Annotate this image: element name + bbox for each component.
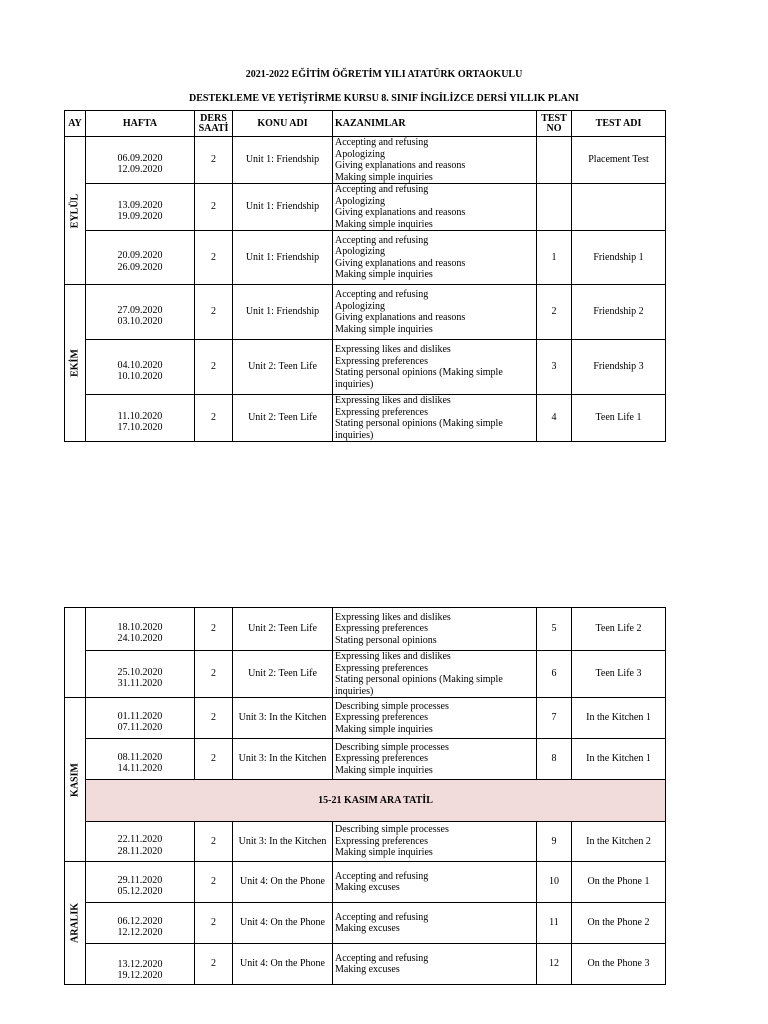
table-row <box>65 739 666 780</box>
lesson-hours-cell: 2 <box>195 184 233 231</box>
test-name-cell: On the Phone 2 <box>572 903 666 944</box>
outcome-item: Expressing preferences <box>335 753 429 765</box>
topic-cell: Unit 1: Friendship <box>233 184 333 231</box>
outcome-item: Describing simple processes <box>335 741 449 753</box>
table-row <box>65 862 666 903</box>
outcome-item: Accepting and refusing <box>335 137 429 148</box>
outcomes-cell <box>333 395 537 442</box>
lesson-hours-cell: 2 <box>195 651 233 698</box>
table-row <box>65 184 666 231</box>
test-name-cell: In the Kitchen 1 <box>572 698 666 739</box>
table-row <box>65 231 666 285</box>
topic-cell: Unit 4: On the Phone <box>233 903 333 944</box>
week-end-date: 17.10.2020 <box>117 422 163 433</box>
test-name-cell: Friendship 1 <box>572 231 666 285</box>
week-start-date: 08.11.2020 <box>117 751 163 763</box>
test-no-cell: 2 <box>537 285 572 340</box>
week-start-date: 13.12.2020 <box>117 958 163 970</box>
week-end-date: 19.09.2020 <box>117 211 163 222</box>
lesson-hours-cell: 2 <box>195 698 233 739</box>
outcome-item: Making simple inquiries <box>335 847 433 859</box>
week-start-date: 06.12.2020 <box>117 915 163 927</box>
week-end-date: 24.10.2020 <box>117 633 163 644</box>
outcome-item: Making excuses <box>335 923 400 934</box>
topic-cell: Unit 3: In the Kitchen <box>233 739 333 780</box>
outcome-item: Making simple inquiries <box>335 269 433 280</box>
lesson-hours-cell: 2 <box>195 231 233 285</box>
week-cell <box>86 822 195 862</box>
outcome-item: Accepting and refusing <box>335 911 429 923</box>
topic-cell: Unit 2: Teen Life <box>233 340 333 395</box>
month-ekim-continued <box>65 608 86 698</box>
month-aralik: ARALIK <box>65 862 86 985</box>
outcomes-cell <box>333 903 537 944</box>
outcome-item: Making simple inquiries <box>335 323 433 335</box>
lesson-hours-cell: 2 <box>195 944 233 985</box>
topic-cell: Unit 4: On the Phone <box>233 944 333 985</box>
lesson-hours-cell: 2 <box>195 862 233 903</box>
outcome-item: Accepting and refusing <box>335 184 429 195</box>
week-cell <box>86 395 195 442</box>
outcomes-cell <box>333 340 537 395</box>
outcomes-cell <box>333 651 537 698</box>
week-cell <box>86 862 195 903</box>
week-cell <box>86 184 195 231</box>
week-start-date: 18.10.2020 <box>117 621 163 633</box>
week-cell <box>86 944 195 985</box>
topic-cell: Unit 2: Teen Life <box>233 651 333 698</box>
topic-cell: Unit 3: In the Kitchen <box>233 822 333 862</box>
outcome-item: Making simple inquiries <box>335 723 433 735</box>
table-row <box>65 822 666 862</box>
outcome-item: Stating personal opinions (Making simple inquiries) <box>335 367 503 390</box>
week-cell <box>86 739 195 780</box>
outcome-item: Apologizing <box>335 148 385 160</box>
week-start-date: 11.10.2020 <box>117 410 163 422</box>
lesson-hours-cell: 2 <box>195 608 233 651</box>
lesson-hours-cell: 2 <box>195 739 233 780</box>
table-row <box>65 944 666 985</box>
week-start-date: 29.11.2020 <box>117 874 163 886</box>
col-ders-saati: DERS SAATİ <box>195 111 233 137</box>
test-no-cell: 1 <box>537 231 572 285</box>
test-no-cell: 8 <box>537 739 572 780</box>
topic-cell: Unit 1: Friendship <box>233 231 333 285</box>
table-row <box>65 395 666 442</box>
outcomes-cell <box>333 137 537 184</box>
table-row <box>65 137 666 184</box>
table-row <box>65 285 666 340</box>
document-title: 2021-2022 EĞİTİM ÖĞRETİM YILI ATATÜRK ORTAOKULU <box>245 69 523 80</box>
test-no-cell: 6 <box>537 651 572 698</box>
outcome-item: Expressing preferences <box>335 406 429 418</box>
table-row <box>65 608 666 651</box>
table-header-row <box>65 111 666 137</box>
week-end-date: 14.11.2020 <box>117 763 163 774</box>
test-name-cell <box>572 184 666 231</box>
plan-table-page-1 <box>64 110 666 442</box>
test-name-cell: On the Phone 1 <box>572 862 666 903</box>
test-name-cell: Teen Life 2 <box>572 608 666 651</box>
week-end-date: 10.10.2020 <box>117 371 163 382</box>
topic-cell: Unit 4: On the Phone <box>233 862 333 903</box>
week-cell <box>86 698 195 739</box>
outcome-item: Making simple inquiries <box>335 218 433 230</box>
week-start-date: 04.10.2020 <box>117 359 163 371</box>
holiday-row <box>65 780 666 822</box>
outcome-item: Apologizing <box>335 300 385 312</box>
lesson-hours-cell: 2 <box>195 137 233 184</box>
week-cell <box>86 137 195 184</box>
week-end-date: 28.11.2020 <box>117 845 163 857</box>
week-cell <box>86 285 195 340</box>
week-cell <box>86 231 195 285</box>
outcome-item: Expressing preferences <box>335 623 429 635</box>
col-kazanimlar: KAZANIMLAR <box>333 111 537 137</box>
outcomes-cell <box>333 231 537 285</box>
week-start-date: 22.11.2020 <box>117 834 163 845</box>
topic-cell: Unit 2: Teen Life <box>233 608 333 651</box>
week-start-date: 25.10.2020 <box>117 666 163 678</box>
outcome-item: Apologizing <box>335 246 385 257</box>
table-row <box>65 903 666 944</box>
document-subtitle: DESTEKLEME VE YETİŞTİRME KURSU 8. SINIF İNGİLİZCE DERSİ YILLIK PLANI <box>189 93 579 104</box>
outcomes-cell <box>333 608 537 651</box>
outcome-item: Accepting and refusing <box>335 289 429 300</box>
outcomes-cell <box>333 944 537 985</box>
test-no-cell <box>537 184 572 231</box>
outcome-item: Describing simple processes <box>335 700 449 712</box>
col-test-adi: TEST ADI <box>572 111 666 137</box>
lesson-hours-cell: 2 <box>195 903 233 944</box>
week-end-date: 05.12.2020 <box>117 886 163 897</box>
test-name-cell: In the Kitchen 1 <box>572 739 666 780</box>
col-ay: AY <box>65 111 86 137</box>
outcome-item: Making excuses <box>335 882 400 893</box>
outcomes-cell <box>333 698 537 739</box>
outcome-item: Giving explanations and reasons <box>335 257 466 269</box>
topic-cell: Unit 2: Teen Life <box>233 395 333 442</box>
outcome-item: Making excuses <box>335 964 400 975</box>
outcome-item: Expressing likes and dislikes <box>335 344 451 355</box>
outcome-item: Accepting and refusing <box>335 234 429 246</box>
outcome-item: Giving explanations and reasons <box>335 312 466 323</box>
outcome-item: Giving explanations and reasons <box>335 160 466 171</box>
week-end-date: 12.09.2020 <box>117 164 163 175</box>
col-hafta: HAFTA <box>86 111 195 137</box>
week-start-date: 20.09.2020 <box>117 250 163 261</box>
outcome-item: Describing simple processes <box>335 824 449 836</box>
outcome-item: Stating personal opinions <box>335 634 437 646</box>
col-konu-adi: KONU ADI <box>233 111 333 137</box>
week-start-date: 13.09.2020 <box>117 199 163 211</box>
outcomes-cell <box>333 739 537 780</box>
week-start-date: 01.11.2020 <box>117 710 163 722</box>
plan-table-page-2 <box>64 607 666 985</box>
lesson-hours-cell: 2 <box>195 285 233 340</box>
week-end-date: 19.12.2020 <box>117 970 163 981</box>
week-end-date: 03.10.2020 <box>117 316 163 327</box>
week-end-date: 26.09.2020 <box>117 261 163 273</box>
week-end-date: 31.11.2020 <box>117 678 163 689</box>
outcome-item: Expressing preferences <box>335 355 429 367</box>
test-no-cell: 3 <box>537 340 572 395</box>
week-cell <box>86 651 195 698</box>
test-name-cell: Friendship 2 <box>572 285 666 340</box>
outcome-item: Expressing likes and dislikes <box>335 395 451 406</box>
test-name-cell: Friendship 3 <box>572 340 666 395</box>
test-name-cell: Teen Life 3 <box>572 651 666 698</box>
test-no-cell: 7 <box>537 698 572 739</box>
month-kasim: KASIM <box>65 698 86 862</box>
outcome-item: Accepting and refusing <box>335 870 429 882</box>
topic-cell: Unit 3: In the Kitchen <box>233 698 333 739</box>
week-start-date: 27.09.2020 <box>117 304 163 316</box>
test-no-cell: 12 <box>537 944 572 985</box>
lesson-hours-cell: 2 <box>195 340 233 395</box>
week-cell <box>86 608 195 651</box>
test-no-cell: 4 <box>537 395 572 442</box>
outcome-item: Expressing likes and dislikes <box>335 611 451 623</box>
outcomes-cell <box>333 285 537 340</box>
col-test-no: TEST NO <box>537 111 572 137</box>
table-row <box>65 698 666 739</box>
week-start-date: 06.09.2020 <box>117 152 163 164</box>
topic-cell: Unit 1: Friendship <box>233 285 333 340</box>
outcome-item: Accepting and refusing <box>335 952 429 964</box>
outcome-item: Apologizing <box>335 195 385 207</box>
month-eylul: EYLÜL <box>65 137 86 285</box>
topic-cell: Unit 1: Friendship <box>233 137 333 184</box>
outcome-item: Stating personal opinions (Making simple inquiries) <box>335 418 503 441</box>
outcome-item: Making simple inquiries <box>335 171 433 183</box>
lesson-hours-cell: 2 <box>195 395 233 442</box>
outcome-item: Giving explanations and reasons <box>335 207 466 218</box>
test-name-cell: Teen Life 1 <box>572 395 666 442</box>
outcomes-cell <box>333 184 537 231</box>
holiday-label: 15-21 KASIM ARA TATİL <box>86 780 666 822</box>
outcomes-cell <box>333 822 537 862</box>
test-no-cell: 10 <box>537 862 572 903</box>
outcome-item: Stating personal opinions (Making simple inquiries) <box>335 674 503 697</box>
table-row <box>65 651 666 698</box>
test-no-cell: 11 <box>537 903 572 944</box>
outcome-item: Expressing likes and dislikes <box>335 651 451 662</box>
week-cell <box>86 340 195 395</box>
test-name-cell: On the Phone 3 <box>572 944 666 985</box>
lesson-hours-cell: 2 <box>195 822 233 862</box>
test-no-cell: 9 <box>537 822 572 862</box>
outcome-item: Expressing preferences <box>335 835 429 847</box>
test-name-cell: In the Kitchen 2 <box>572 822 666 862</box>
test-name-cell: Placement Test <box>572 137 666 184</box>
outcome-item: Expressing preferences <box>335 662 429 674</box>
week-end-date: 07.11.2020 <box>117 722 163 733</box>
test-no-cell <box>537 137 572 184</box>
outcome-item: Expressing preferences <box>335 712 429 724</box>
table-row <box>65 340 666 395</box>
test-no-cell: 5 <box>537 608 572 651</box>
month-ekim: EKİM <box>65 285 86 442</box>
outcomes-cell <box>333 862 537 903</box>
outcome-item: Making simple inquiries <box>335 764 433 776</box>
week-end-date: 12.12.2020 <box>117 927 163 938</box>
week-cell <box>86 903 195 944</box>
